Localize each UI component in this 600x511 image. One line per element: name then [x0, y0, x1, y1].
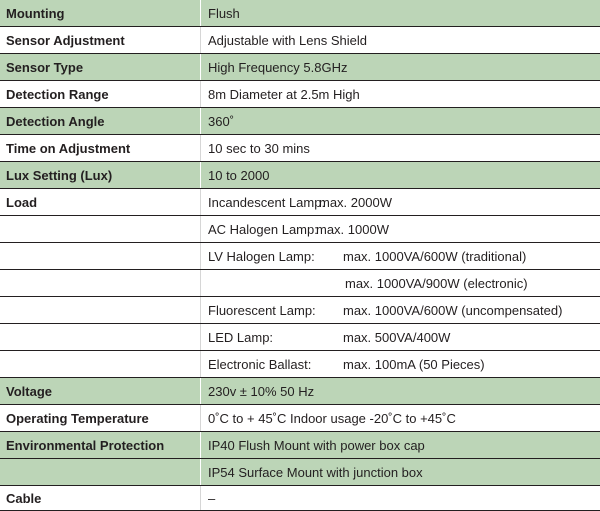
row-voltage	[0, 378, 600, 405]
row-value: 230v ± 10% 50 Hz	[208, 384, 315, 399]
row-load-led	[0, 324, 600, 351]
row-value: Adjustable with Lens Shield	[208, 33, 367, 48]
row-load-lv-halogen	[0, 243, 600, 270]
row-label: Time on Adjustment	[6, 141, 131, 156]
row-cable	[0, 486, 600, 511]
row-load-fluorescent	[0, 297, 600, 324]
load-rating: max. 1000VA/900W (electronic)	[345, 276, 528, 291]
row-value: –	[208, 491, 216, 506]
load-lamp: Fluorescent Lamp:	[208, 303, 316, 318]
load-rating: max. 1000W	[316, 222, 389, 237]
row-sensor-type	[0, 54, 600, 81]
load-lamp: AC Halogen Lamp:	[208, 222, 318, 237]
row-label: Lux Setting (Lux)	[6, 168, 113, 183]
load-rating: max. 100mA (50 Pieces)	[343, 357, 485, 372]
row-value: 0˚C to + 45˚C Indoor usage -20˚C to +45˚C	[208, 411, 456, 426]
row-environmental-protection-2	[0, 459, 600, 486]
row-value: 10 to 2000	[208, 168, 270, 183]
row-label: Environmental Protection	[6, 438, 165, 453]
load-rating: max. 500VA/400W	[343, 330, 451, 345]
row-label: Sensor Type	[6, 60, 84, 75]
row-label: Detection Range	[6, 87, 109, 102]
row-load-ac-halogen	[0, 216, 600, 243]
row-lux-setting	[0, 162, 600, 189]
row-label: Operating Temperature	[6, 411, 149, 426]
load-lamp: LV Halogen Lamp:	[208, 249, 315, 264]
load-lamp: LED Lamp:	[208, 330, 274, 345]
row-label-load: Load	[6, 195, 38, 210]
row-sensor-adjustment	[0, 27, 600, 54]
row-time-on-adjustment	[0, 135, 600, 162]
row-label: Mounting	[6, 6, 65, 21]
row-load-lv-halogen-electronic	[0, 270, 600, 297]
row-label: Sensor Adjustment	[6, 33, 125, 48]
row-environmental-protection	[0, 432, 600, 459]
load-rating: max. 1000VA/600W (traditional)	[343, 249, 527, 264]
load-rating: max. 1000VA/600W (uncompensated)	[343, 303, 563, 318]
row-value: 360˚	[208, 114, 235, 129]
row-label: Detection Angle	[6, 114, 105, 129]
row-operating-temperature	[0, 405, 600, 432]
row-mounting	[0, 0, 600, 27]
load-rating: max. 2000W	[319, 195, 392, 210]
row-detection-range	[0, 81, 600, 108]
row-load-incandescent	[0, 189, 600, 216]
row-value: 8m Diameter at 2.5m High	[208, 87, 360, 102]
row-value: High Frequency 5.8GHz	[208, 60, 348, 75]
row-label: Cable	[6, 491, 42, 506]
load-lamp: Incandescent Lamp:	[208, 195, 326, 210]
load-lamp: Electronic Ballast:	[208, 357, 312, 372]
row-label: Voltage	[6, 384, 52, 399]
row-value: IP54 Surface Mount with junction box	[208, 465, 423, 480]
row-value: IP40 Flush Mount with power box cap	[208, 438, 425, 453]
row-value: 10 sec to 30 mins	[208, 141, 310, 156]
row-detection-angle	[0, 108, 600, 135]
row-value: Flush	[208, 6, 240, 21]
row-load-electronic-ballast	[0, 351, 600, 378]
